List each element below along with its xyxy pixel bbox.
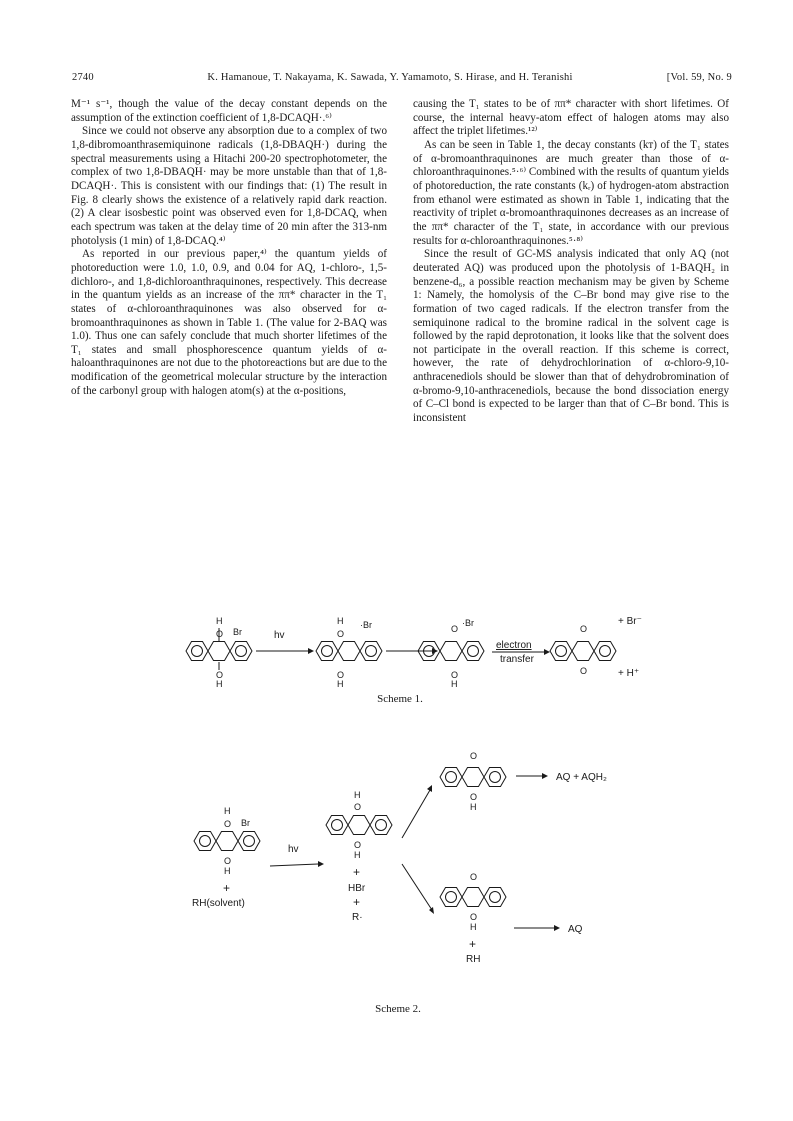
paragraph: Since the result of GC-MS analysis indicated that only AQ (not deuterated AQ) was produced upon the photolysis of 1-BAQH₂ in benzene-d₆, a possible reaction mechanism may be given by Scheme 1: Namely, the homolysis of the C–Br bond may give rise to the formation of two caged radicals. If the electron transfer from the semiquinone radical to the bromine radical in the solvent cage is followed by the rapid deprotonation, it looks like that the solvent does not participate in the overall reaction. If this scheme is correct, however, the rate of dehydrochlorination of α-chloro-9,10-anthracenediols should be slower than that of dehydrobromination of α-bromo-9,10-anthracenediols, because the bond dissociation energy of C–Cl bond is expected to be larger than that of C–Br bond. This is inconsistent [413,248,729,425]
o-label: O [337,629,345,639]
plus-sign: + [469,937,477,951]
o-label: O [224,819,232,829]
page-number: 2740 [72,72,94,83]
h-label: H [354,850,361,860]
scheme-2-caption: Scheme 2. [375,1003,421,1015]
volume-info: [Vol. 59, No. 9 [666,72,732,83]
o-label: O [470,912,478,922]
o-label: O [580,666,588,676]
paragraph: M⁻¹ s⁻¹, though the value of the decay constant depends on the assumption of the extinction coefficient of 1,8-DCAQH·.⁶⁾ [71,98,387,124]
h-label: H [470,802,477,812]
electron-label: electron [496,640,532,651]
o-label: O [580,624,588,634]
h-plus-label: + H⁺ [618,668,640,679]
o-label: O [451,624,459,634]
o-label: O [224,856,232,866]
r-radical-label: R· [352,912,363,923]
paragraph: Since we could not observe any absorption due to a complex of two 1,8-dibromoanthrasemiquinone radicals (1,8-DBAQH·) during the spectral measurements using a Hitachi 200-20 spectrophotometer, the complex of two 1,8-DBAQH· may be more unstable than that of 1,8-DCAQH·. This is consistent with our findings that: (1) The result in Fig. 8 clearly shows the existence of a relatively rapid dark reaction. (2) A clear isosbestic point was observed even for 1,8-DCAQ, when each spectrum was taken at the delay time of 20 min after the 313-nm photolysis (1 min) of 1,8-DCAQ.⁴⁾ [71,125,387,247]
hbr-label: HBr [348,883,366,894]
plus-sign: + [353,895,361,909]
o-label: O [451,670,459,680]
h-label: H [224,806,231,816]
o-label: O [470,872,478,882]
left-column [71,98,387,398]
h-label: H [470,922,477,932]
hv-label: hv [288,844,299,855]
o-label: O [337,670,345,680]
h-label: H [451,679,458,689]
h-label: H [224,866,231,876]
lower-product-label: AQ [568,924,583,935]
br-radical-label: ·Br [462,618,474,628]
paragraph: As reported in our previous paper,⁴⁾ the quantum yields of photoreduction were 1.0, 1.0, 0.9, and 0.04 for AQ, 1-chloro-, 1,5-dichloro-, and 1,8-dichloroanthraquinones, respectively. This decrease in the quantum yields as an increase of the ππ* character in the T₁ states of α-chloroanthraquinones was also observed for α-bromoanthraquinones as shown in Table 1. (The value for 2-BAQ was 1.0). Thus one can safely conclude that much shorter lifetimes of the T₁ states and small phosphorescence quantum yields of α-haloanthraquinones are not due to the photoreactions but are due to the modification of the geometrical molecular structure by the interaction of the carbonyl group with halogen atom(s) at the α-positions, [71,248,387,397]
page-header [72,72,732,88]
paragraph: causing the T₁ states to be of ππ* character with short lifetimes. Of course, the internal heavy-atom effect of halogen atoms may also affect the triplet lifetimes.¹²⁾ [413,98,729,138]
h-label: H [354,790,361,800]
hv-label: hv [274,630,285,641]
h-label: H [337,679,344,689]
rh-solvent-label: RH(solvent) [192,898,245,909]
br-anion-label: + Br⁻ [618,616,642,627]
transfer-label: transfer [500,654,534,665]
right-column [413,98,729,426]
br-label: Br [233,627,242,637]
h-label: H [216,679,223,689]
paragraph: As can be seen in Table 1, the decay constants (kᴛ) of the T₁ states of α-bromoanthraquinones are much greater than those of α-chloroanthraquinones.⁵·⁶⁾ Combined with the results of quantum yields of photoreduction, the rate constants (kᵣ) of hydrogen-atom abstraction from ethanol were estimated as shown in Table 1, indicating that the reactivity of triplet α-bromoanthraquinones decreases as an increase of the ππ* character of the T₁ state, in accordance with our previous results for α-chloroanthraquinones.⁵·⁸⁾ [413,138,729,247]
h-label: H [216,616,223,626]
h-label: H [337,616,344,626]
o-label: O [470,792,478,802]
plus-sign: + [353,865,361,879]
br-label: Br [241,818,250,828]
o-label: O [216,629,224,639]
o-label: O [354,802,362,812]
upper-product-label: AQ + AQH₂ [556,772,607,783]
o-label: O [354,840,362,850]
o-label: O [216,670,224,680]
scheme-1-caption: Scheme 1. [377,693,423,705]
scheme-2-diagram [170,748,640,988]
br-radical-label: ·Br [360,620,372,630]
rh-label: RH [466,954,481,965]
running-authors: K. Hamanoue, T. Nakayama, K. Sawada, Y. Yamamoto, S. Hirase, and H. Teranishi [207,72,573,83]
scheme-1-diagram [170,608,650,692]
plus-sign: + [223,881,231,895]
o-label: O [470,751,478,761]
